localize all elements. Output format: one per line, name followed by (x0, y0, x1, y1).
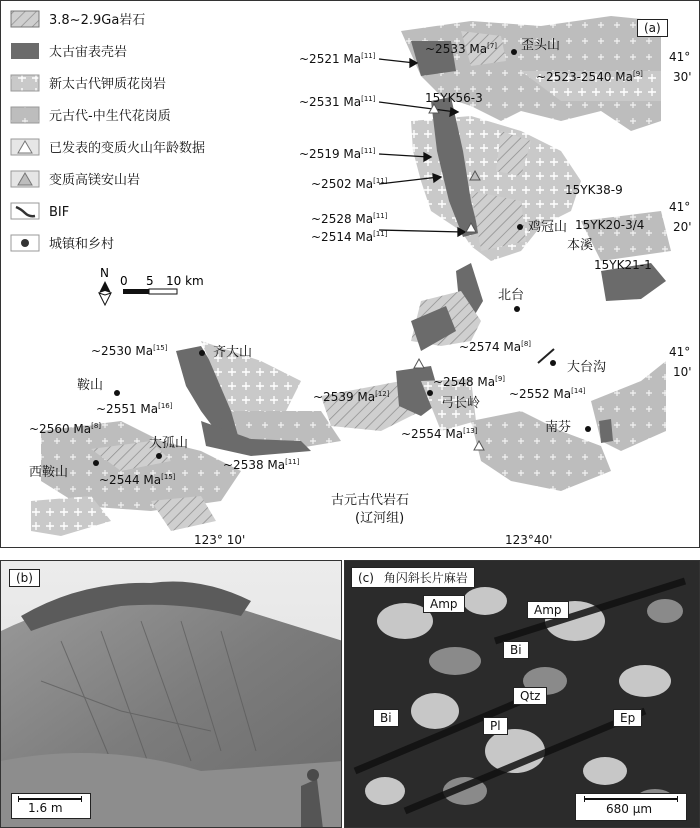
map-legend (11, 11, 205, 252)
svg-text:5: 5 (146, 274, 154, 288)
panel-c-tag (351, 567, 475, 588)
age-label: ~2531 Ma[11] (299, 95, 376, 109)
place-liaohe-2: (辽河组) (355, 511, 405, 526)
place-dagushan: 大孤山 (149, 436, 189, 451)
age-label: ~2523-2540 Ma[9] (536, 70, 643, 84)
age-label: ~2528 Ma[11] (311, 212, 388, 226)
sample-15YK56-3: 15YK56-3 (425, 91, 483, 105)
legend-supracrustal: 太古宙表壳岩 (49, 45, 128, 60)
age-label: ~2554 Ma[13] (401, 427, 478, 441)
place-jiguanshan: 鸡冠山 (528, 220, 568, 235)
micrograph-panel (344, 560, 700, 828)
legend-bif-icon (11, 203, 39, 219)
age-label: ~2521 Ma[11] (299, 52, 376, 66)
mineral-label-qtz: Qtz (513, 687, 547, 705)
place-anshan: 鞍山 (77, 378, 104, 393)
svg-text:0: 0 (120, 274, 128, 288)
age-label: ~2514 Ma[11] (311, 230, 388, 244)
svg-text:30': 30' (673, 70, 692, 84)
svg-text:41°: 41° (669, 50, 691, 64)
sample-15YK38-9: 15YK38-9 (565, 183, 623, 197)
legend-town: 城镇和乡村 (49, 237, 115, 252)
legend-swatch-young-granite (11, 107, 39, 123)
legend-swatch-k-granite (11, 75, 39, 91)
age-label: ~2548 Ma[9] (433, 375, 506, 389)
age-label: ~2551 Ma[16] (96, 402, 173, 416)
mineral-label-bi: Bi (373, 709, 399, 727)
age-label: ~2552 Ma[14] (509, 387, 586, 401)
photo-scale-label: 1.6 m (28, 801, 63, 815)
legend-bif: BIF (49, 205, 70, 220)
legend-published-ages: 已发表的变质火山年龄数据 (49, 141, 206, 156)
legend-swatch-old-rocks (11, 11, 39, 27)
map-scale-bar (120, 274, 204, 294)
place-waitoushan: 歪头山 (521, 38, 561, 53)
age-label: ~2533 Ma[7] (425, 42, 498, 56)
place-liaohe-1: 古元古代岩石 (331, 493, 410, 508)
panel-b-tag: (b) (9, 569, 40, 587)
age-label: ~2560 Ma[8] (29, 422, 102, 436)
legend-old-rocks: 3.8~2.9Ga岩石 (49, 13, 146, 28)
sample-15YK20-3-4: 15YK20-3/4 (575, 218, 645, 232)
legend-town-icon (11, 235, 39, 251)
north-label: N (100, 266, 109, 280)
sample-15YK21-1: 15YK21-1 (594, 258, 652, 272)
age-label: ~2519 Ma[11] (299, 147, 376, 161)
legend-young-granite: 元古代-中生代花岗质 (49, 109, 171, 124)
place-benxi: 本溪 (567, 238, 594, 253)
svg-text:41°: 41° (669, 200, 691, 214)
outcrop-photo (1, 561, 342, 828)
age-label: ~2574 Ma[8] (459, 340, 532, 354)
svg-text:10 km: 10 km (166, 274, 204, 288)
micro-scale-label: 680 μm (606, 802, 653, 816)
legend-swatch-supracrustal (11, 43, 39, 59)
legend-k-granite: 新太古代钾质花岗岩 (49, 77, 167, 92)
micrograph-title: 角闪斜长片麻岩 (383, 571, 468, 585)
legend-andesite-icon (11, 171, 39, 187)
panel-c-tag-label: (c) (358, 571, 374, 585)
age-label: ~2502 Ma[11] (311, 177, 388, 191)
age-label: ~2544 Ma[15] (99, 473, 176, 487)
place-qidashan: 齐大山 (213, 345, 253, 360)
age-label: ~2530 Ma[15] (91, 344, 168, 358)
svg-text:123° 10': 123° 10' (194, 533, 246, 547)
mineral-label-pl: Pl (483, 717, 508, 735)
place-dataigou: 大台沟 (567, 360, 607, 375)
svg-text:41°: 41° (669, 345, 691, 359)
legend-triangle-icon (11, 139, 39, 155)
outcrop-photo-panel (0, 560, 342, 828)
age-label: ~2538 Ma[11] (223, 458, 300, 472)
age-label: ~2539 Ma[12] (313, 390, 390, 404)
mineral-label-amp: Amp (527, 601, 569, 619)
micro-scale-bar (575, 793, 687, 821)
svg-text:123°40': 123°40' (505, 533, 553, 547)
place-gongchangling: 弓长岭 (441, 396, 481, 411)
north-arrow-icon (99, 266, 111, 305)
place-xianshan: 西鞍山 (29, 465, 69, 480)
place-nanfen: 南芬 (545, 420, 572, 435)
geologic-map-svg (1, 1, 700, 548)
mineral-label-amp: Amp (423, 595, 465, 613)
mineral-label-bi: Bi (503, 641, 529, 659)
mineral-label-ep: Ep (613, 709, 642, 727)
photo-scale-bar (11, 793, 91, 819)
place-beitai: 北台 (498, 288, 525, 303)
svg-text:10': 10' (673, 365, 692, 379)
legend-andesite: 变质高镁安山岩 (49, 173, 141, 188)
panel-a-tag: (a) (637, 19, 668, 37)
svg-text:20': 20' (673, 220, 692, 234)
